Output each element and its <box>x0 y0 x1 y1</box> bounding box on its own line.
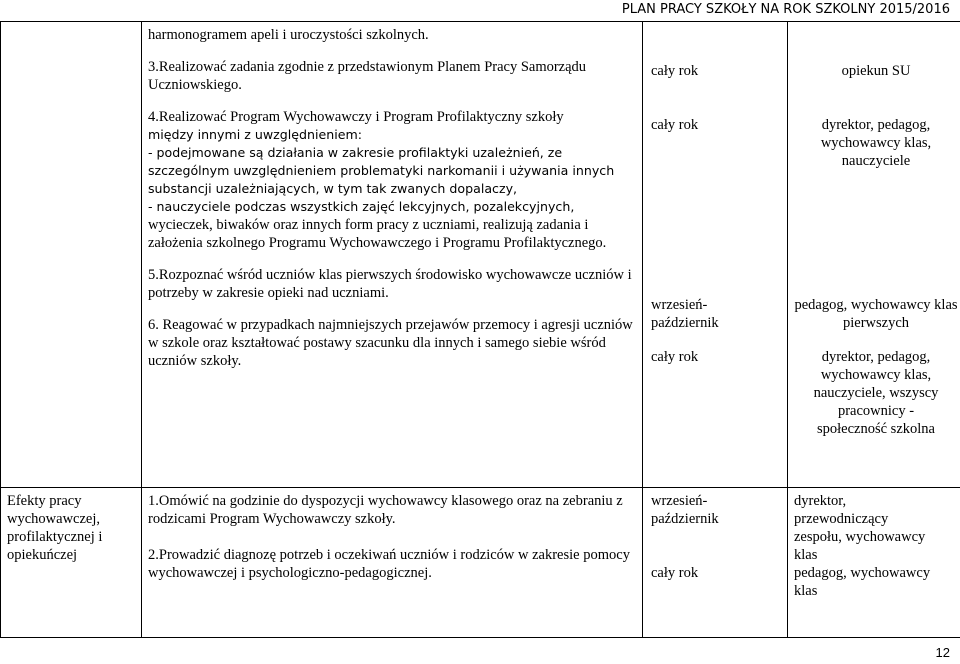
category-cell <box>1 22 142 488</box>
category-label <box>1 22 141 26</box>
responsible-item <box>794 26 958 62</box>
responsible-item: opiekun SU <box>841 63 911 79</box>
tasks-cell <box>142 488 643 638</box>
school-plan-table <box>0 21 960 638</box>
task-item: 6. Reagować w przypadkach najmniejszych przejawów przemocy i agresji uczniów w szkole oraz kształtować postawy szacunku dla innych i samego siebie wśród uczniów szkoły. <box>148 317 633 369</box>
term-cell <box>643 22 788 488</box>
term-item: cały rok <box>651 117 699 133</box>
task-text-continued: wycieczek, biwaków oraz innych form pracy z uczniami, realizują zadania i założenia szkolnego Programu Wychowawczego i Programu Profilaktycznego. <box>148 217 607 251</box>
responsible-item: dyrektor, pedagog, wychowawcy klas, nauczyciele <box>820 117 932 169</box>
tasks-cell <box>142 22 643 488</box>
table-row <box>1 488 960 638</box>
term-item: wrzesień- październik <box>651 297 719 331</box>
term-item: cały rok <box>651 565 699 581</box>
table-row <box>1 22 960 488</box>
term-cell <box>643 488 788 638</box>
category-cell <box>1 488 142 638</box>
term-item: cały rok <box>651 349 699 365</box>
category-label: Efekty pracy wychowawczej, profilaktycznej i opiekuńczej <box>7 493 103 563</box>
term-item <box>651 26 781 62</box>
task-item: 1.Omówić na godzinie do dyspozycji wychowawcy klasowego oraz na zebraniu z rodzicami Program Wychowawczy szkoły. <box>148 493 623 527</box>
task-text: 4.Realizować Program Wychowawczy i Program Profilaktyczny szkoły <box>148 109 564 125</box>
responsible-item: dyrektor, pedagog, wychowawcy klas, nauczyciele, wszyscy pracownicy - społeczność szkolna <box>813 349 939 437</box>
responsible-item: dyrektor, przewodniczący zespołu, wychowawcy klas <box>794 493 926 563</box>
term-item: wrzesień- październik <box>651 493 719 527</box>
document-header-title: PLAN PRACY SZKOŁY NA ROK SZKOLNY 2015/2016 <box>621 2 950 17</box>
task-item: 3.Realizować zadania zgodnie z przedstawionym Planem Pracy Samorządu Uczniowskiego. <box>148 59 587 93</box>
task-item: harmonogramem apeli i uroczystości szkolnych. <box>148 27 429 43</box>
term-item: cały rok <box>651 63 699 79</box>
task-item: 5.Rozpoznać wśród uczniów klas pierwszych środowisko wychowawcze uczniów i potrzeby w zakresie opieki nad uczniami. <box>148 267 632 301</box>
page-number: 12 <box>935 645 950 660</box>
responsible-item: pedagog, wychowawcy klas pierwszych <box>794 297 958 331</box>
responsible-cell <box>788 22 960 488</box>
responsible-item: pedagog, wychowawcy klas <box>794 565 931 599</box>
task-item <box>148 108 636 252</box>
task-text-details: między innymi z uwzględnieniem: - podejmowane są działania w zakresie profilaktyki uzależnień, ze szczególnym uwzględnieniem problematyki narkomanii i używania innych substancji uzależniających, w tym tak zwanych dopalaczy, - nauczyciele podczas wszystkich zajęć lekcyjnych, pozalekcyjnych, <box>148 127 615 214</box>
task-item: 2.Prowadzić diagnozę potrzeb i oczekiwań uczniów i rodziców w zakresie pomocy wychowawczej i psychologiczno-pedagogicznej. <box>148 547 630 581</box>
responsible-cell <box>788 488 960 638</box>
